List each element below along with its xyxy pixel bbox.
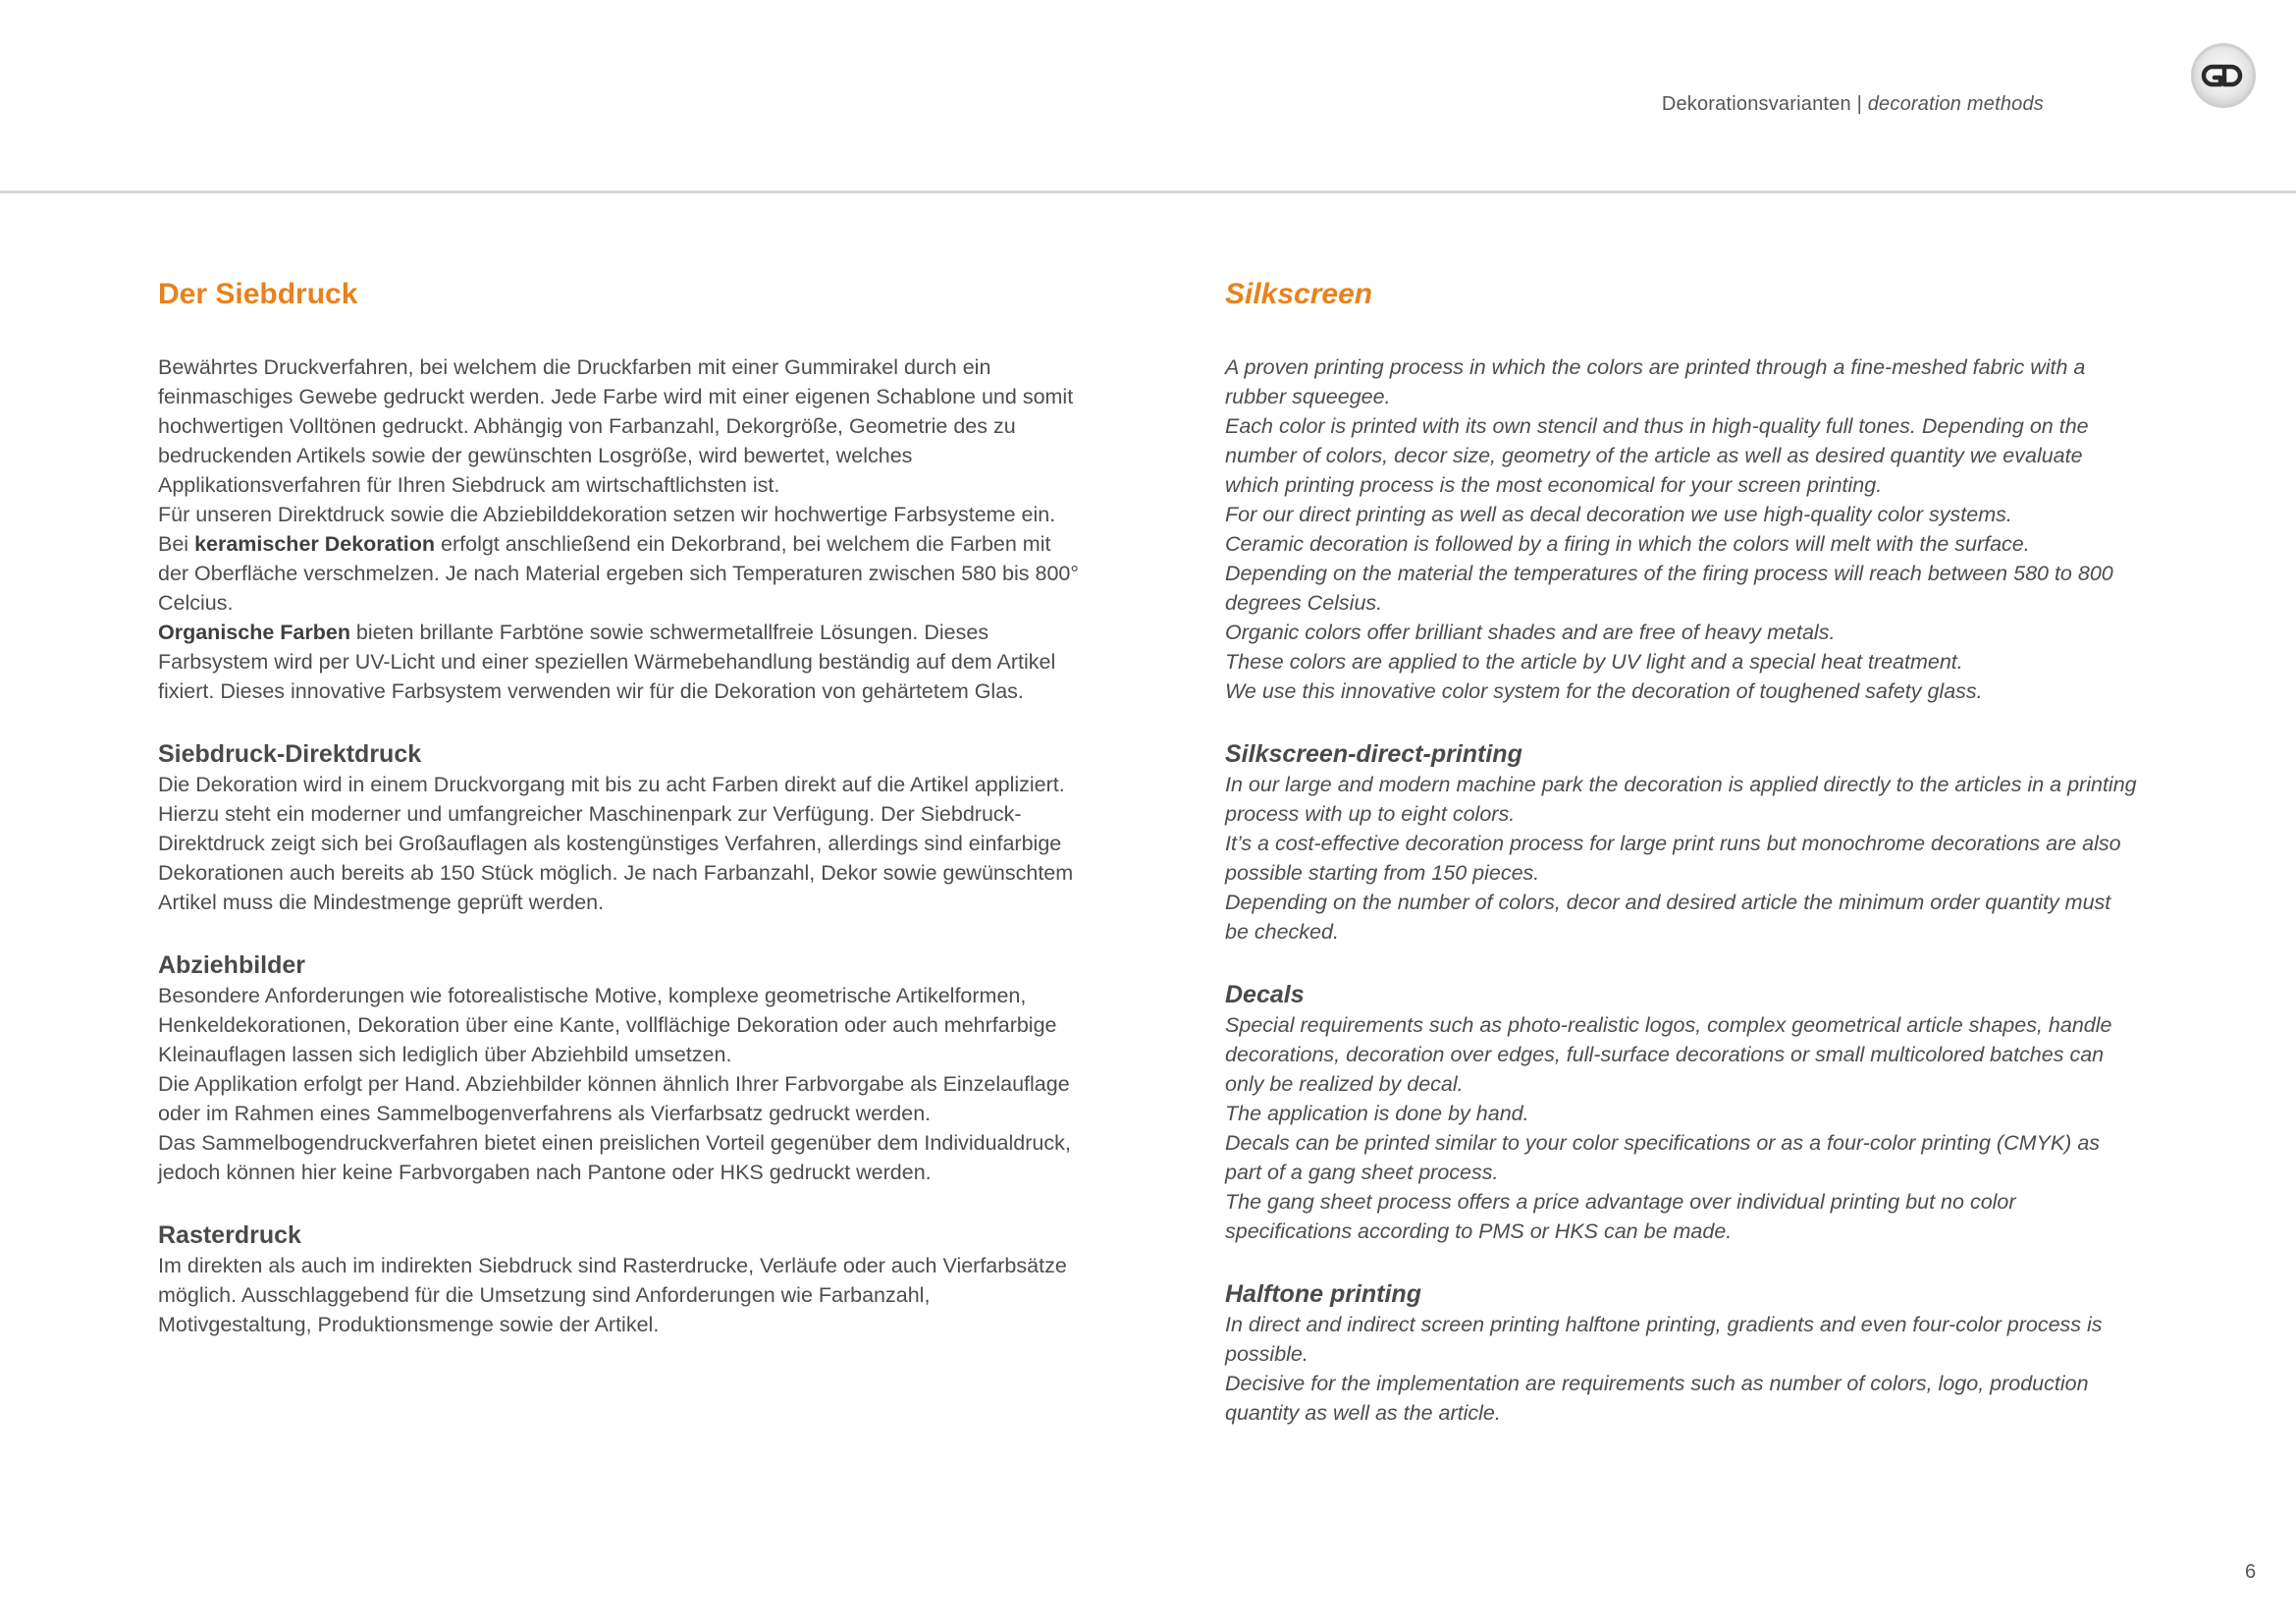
english-halftone-section <box>1225 1279 2138 1428</box>
german-intro-p4-post: bieten brillante Farbtöne sowie schwermetallfreie Lösungen. Dieses Farbsystem wird per UV-Licht und einer speziellen Wärmebehandlung beständig auf dem Artikel fixiert. Dieses innovative Farbsystem verwenden wir für die Dekoration von gehärtetem Glas. <box>158 621 1056 703</box>
english-direct-p3: Depending on the number of colors, decor and desired article the minimum order quantity must be checked. <box>1225 891 2111 944</box>
english-direct-section <box>1225 739 2138 947</box>
german-halftone-heading: Rasterdruck <box>158 1221 301 1249</box>
german-column <box>158 273 1081 1339</box>
german-direct-p1: Die Dekoration wird in einem Druckvorgang mit bis zu acht Farben direkt auf die Artikel appliziert. Hierzu steht ein moderner und umfangreicher Maschinenpark zur Verfügung. Der Siebdruck-Direktdruck zeigt sich bei Großauflagen als kostengünstiges Verfahren, allerdings sind einfarbige Dekorationen auch bereits ab 150 Stück möglich. Je nach Farbanzahl, Dekor sowie gewünschtem Artikel muss die Mindestmenge geprüft werden. <box>158 773 1074 914</box>
german-halftone-p1: Im direkten als auch im indirekten Siebdruck sind Rasterdrucke, Verläufe oder auch Vierfarbsätze möglich. Ausschlaggebend für die Umsetzung sind Anforderungen wie Farbanzahl, Motivgestaltung, Produktionsmenge sowie der Artikel. <box>158 1254 1067 1336</box>
header-title-en: decoration methods <box>1867 93 2044 115</box>
english-intro-p3: For our direct printing as well as decal decoration we use high-quality color systems. <box>1225 503 2012 526</box>
german-intro-p1: Bewährtes Druckverfahren, bei welchem die Druckfarben mit einer Gummirakel durch ein feinmaschiges Gewebe gedruckt werden. Jede Farbe wird mit einer eigenen Schablone und somit hochwertigen Volltönen gedruckt. Abhängig von Farbanzahl, Dekorgröße, Geometrie des zu bedruckenden Artikels sowie der gewünschten Losgröße, wird bewertet, welches Applikationsverfahren für Ihren Siebdruck am wirtschaftlichsten ist. <box>158 355 1074 497</box>
header-separator: | <box>1850 93 1868 115</box>
german-intro-p2: Für unseren Direktdruck sowie die Abziebilddekoration setzen wir hochwertige Farbsysteme ein. <box>158 503 1056 526</box>
german-intro-p3-post: erfolgt anschließend ein Dekorbrand, bei welchem die Farben mit der Oberfläche verschmelzen. Je nach Material ergeben sich Temperaturen zwischen 580 bis 800° Celcius. <box>158 532 1079 615</box>
german-intro-p3 <box>158 529 1081 618</box>
english-decals-heading: Decals <box>1225 981 1305 1008</box>
english-decals-p1: Special requirements such as photo-realistic logos, complex geometrical article shapes, handle decorations, decoration over edges, full-surface decorations or small multicolored batches can only be realized by decal. <box>1225 1013 2112 1096</box>
german-decals-section <box>158 950 1081 1187</box>
english-intro-p4: Ceramic decoration is followed by a firing in which the colors will melt with the surface. <box>1225 532 2030 556</box>
english-intro-p8: We use this innovative color system for the decoration of toughened safety glass. <box>1225 679 1983 703</box>
german-decals-p3: Das Sammelbogendruckverfahren bietet einen preislichen Vorteil gegenüber dem Individualdruck, jedoch können hier keine Farbvorgaben nach Pantone oder HKS gedruckt werden. <box>158 1131 1071 1184</box>
running-header <box>1662 93 2044 116</box>
german-decals-p1: Besondere Anforderungen wie fotorealistische Motive, komplexe geometrische Artikelformen, Henkeldekorationen, Dekoration über eine Kante, vollflächige Dekoration oder auch mehrfarbige Kleinauflagen lassen sich lediglich über Abziehbild umsetzen. <box>158 984 1057 1066</box>
english-intro-p1: A proven printing process in which the colors are printed through a fine-meshed fabric with a rubber squeegee. <box>1225 355 2086 408</box>
german-intro-p4 <box>158 618 1081 706</box>
english-halftone-p2: Decisive for the implementation are requirements such as number of colors, logo, production quantity as well as the article. <box>1225 1372 2089 1425</box>
english-direct-p1: In our large and modern machine park the decoration is applied directly to the articles in a printing process with up to eight colors. <box>1225 773 2137 826</box>
german-title: Der Siebdruck <box>158 278 358 310</box>
german-direct-heading: Siebdruck-Direktdruck <box>158 740 422 768</box>
header-title-de: Dekorationsvarianten <box>1661 93 1851 115</box>
english-intro-p6: Organic colors offer brilliant shades and are free of heavy metals. <box>1225 621 1836 644</box>
german-direct-section <box>158 739 1081 917</box>
page-number: 6 <box>2245 1561 2257 1583</box>
english-column <box>1225 273 2138 1428</box>
german-intro-p3-pre: Bei <box>158 532 195 556</box>
gd-logo-icon <box>2191 43 2256 108</box>
english-intro-p2: Each color is printed with its own stencil and thus in high-quality full tones. Depending on the number of colors, decor size, geometry of the article as well as desired quantity we evaluate which printing process is the most economical for your screen printing. <box>1225 414 2089 497</box>
german-intro <box>158 352 1081 706</box>
german-halftone-section <box>158 1220 1081 1339</box>
english-decals-p3: Decals can be printed similar to your color specifications or as a four-color printing (CMYK) as part of a gang sheet process. <box>1225 1131 2101 1184</box>
german-decals-p2: Die Applikation erfolgt per Hand. Abziehbilder können ähnlich Ihrer Farbvorgabe als Einzelauflage oder im Rahmen eines Sammelbogenverfahrens als Vierfarbsatz gedruckt werden. <box>158 1072 1070 1125</box>
gd-logo-mark <box>2201 53 2246 98</box>
english-decals-section <box>1225 980 2138 1246</box>
english-halftone-heading: Halftone printing <box>1225 1280 1421 1308</box>
english-intro-p5: Depending on the material the temperatures of the firing process will reach between 580 to 800 degrees Celsius. <box>1225 562 2113 615</box>
header-divider <box>0 190 2296 193</box>
english-halftone-p1: In direct and indirect screen printing halftone printing, gradients and even four-color process is possible. <box>1225 1313 2103 1366</box>
english-intro <box>1225 352 2138 706</box>
german-decals-heading: Abziehbilder <box>158 951 306 979</box>
german-intro-p3-bold: keramischer Dekoration <box>194 532 436 556</box>
english-direct-heading: Silkscreen-direct-printing <box>1225 740 1522 768</box>
german-intro-p4-bold: Organische Farben <box>158 621 350 644</box>
english-decals-p2: The application is done by hand. <box>1225 1102 1529 1125</box>
english-decals-p4: The gang sheet process offers a price advantage over individual printing but no color specifications according to PMS or HKS can be made. <box>1225 1190 2016 1243</box>
english-direct-p2: It’s a cost-effective decoration process for large print runs but monochrome decorations are also possible starting from 150 pieces. <box>1225 832 2121 885</box>
english-title: Silkscreen <box>1225 278 1373 310</box>
english-intro-p7: These colors are applied to the article by UV light and a special heat treatment. <box>1225 650 1963 674</box>
